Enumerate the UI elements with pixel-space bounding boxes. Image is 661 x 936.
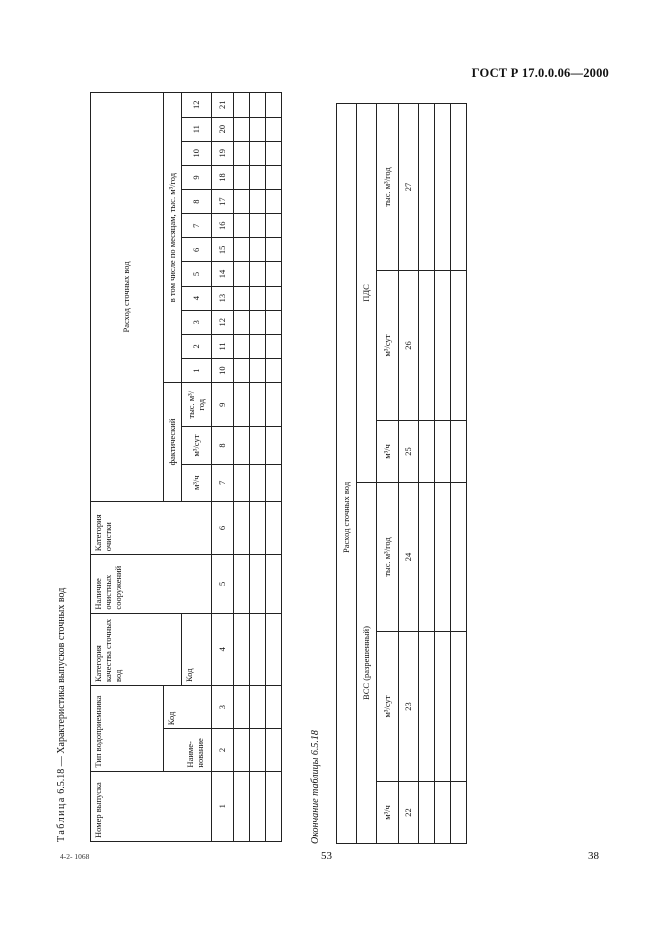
t2-column-number: 25 (399, 421, 419, 483)
month-5: 5 (182, 262, 212, 286)
column-number: 14 (212, 262, 234, 286)
column-number: 21 (212, 93, 234, 118)
t2-unit-day: м³/сут (377, 632, 399, 782)
month-4: 4 (182, 286, 212, 310)
t2-column-number: 23 (399, 632, 419, 782)
column-number: 17 (212, 190, 234, 214)
header-code-2: Код (182, 613, 212, 685)
print-mark: 4-2- 1068 (60, 852, 90, 861)
header-unit-day: м³/сут (182, 427, 212, 464)
table1-empty-row (250, 93, 266, 842)
month-6: 6 (182, 238, 212, 262)
column-number: 13 (212, 286, 234, 310)
column-number: 15 (212, 238, 234, 262)
column-number: 10 (212, 358, 234, 382)
table2-empty-row (419, 103, 435, 843)
header-monthly: в том числе по месяцам, тыс. м³/год (164, 93, 182, 383)
column-number: 6 (212, 501, 234, 554)
header-unit-year: тыс. м³/год (182, 383, 212, 427)
header-unit-hour: м³/ч (182, 464, 212, 501)
standard-header: ГОСТ Р 17.0.0.06—2000 (471, 66, 609, 80)
header-outlet-number: Номер выпуска (91, 771, 212, 841)
t2-unit-year: тыс. м³/год (377, 103, 399, 270)
t2-column-number: 24 (399, 483, 419, 632)
table1-rotated-block (56, 90, 260, 842)
month-3: 3 (182, 310, 212, 334)
month-7: 7 (182, 214, 212, 238)
month-10: 10 (182, 141, 212, 165)
t2-unit-day: м³/сут (377, 271, 399, 421)
table2 (336, 103, 467, 844)
t2-column-number: 27 (399, 103, 419, 270)
header-water-quality-category: Категория качества сточных вод (91, 613, 182, 685)
t2-column-number: 22 (399, 782, 419, 844)
month-9: 9 (182, 165, 212, 189)
table1-empty-row (266, 93, 282, 842)
column-number: 9 (212, 383, 234, 427)
column-number: 16 (212, 214, 234, 238)
header-treatment-category: Категория очистки (91, 501, 212, 554)
table2-empty-row (435, 103, 451, 843)
table1-empty-row (234, 93, 250, 842)
table1-caption-text: 6.5.18 — Характеристика выпусков сточных вод (56, 587, 67, 794)
t2-header-vss: ВСС (разрешенный) (357, 483, 377, 844)
t2-unit-hour: м³/ч (377, 782, 399, 844)
column-number: 11 (212, 334, 234, 358)
header-name: Наиме-нование (164, 729, 212, 771)
column-number: 12 (212, 310, 234, 334)
month-11: 11 (182, 117, 212, 141)
column-number: 5 (212, 555, 234, 613)
column-number: 3 (212, 686, 234, 729)
t2-header-wastewater-flow: Расход сточных вод (337, 103, 357, 843)
month-2: 2 (182, 334, 212, 358)
header-treatment-facilities: Наличие очистных сооружений (91, 555, 212, 613)
column-number: 20 (212, 117, 234, 141)
column-number: 4 (212, 613, 234, 685)
t2-column-number: 26 (399, 271, 419, 421)
table1 (90, 92, 282, 842)
month-1: 1 (182, 358, 212, 382)
table1-caption (56, 588, 67, 842)
table2-rotated-block (310, 102, 481, 844)
table2-empty-row (451, 103, 467, 843)
t2-unit-year: тыс. м³/год (377, 483, 399, 632)
table2-caption: Окончание таблицы 6.5.18 (310, 730, 321, 844)
month-8: 8 (182, 190, 212, 214)
page-number-right: 38 (588, 850, 599, 862)
column-number: 19 (212, 141, 234, 165)
page-number-left: 53 (321, 850, 332, 862)
column-number: 1 (212, 771, 234, 841)
header-wastewater-flow: Расход сточных вод (91, 93, 164, 502)
column-number: 18 (212, 165, 234, 189)
t2-header-pds: ПДС (357, 103, 377, 482)
month-12: 12 (182, 93, 212, 118)
header-actual: фактический (164, 383, 182, 502)
header-code: Код (164, 686, 212, 729)
t2-unit-hour: м³/ч (377, 421, 399, 483)
header-receiver-type: Тип водоприемника (91, 686, 164, 772)
table1-caption-prefix: Таблица (56, 796, 67, 842)
column-number: 8 (212, 427, 234, 464)
column-number: 2 (212, 729, 234, 771)
column-number: 7 (212, 464, 234, 501)
